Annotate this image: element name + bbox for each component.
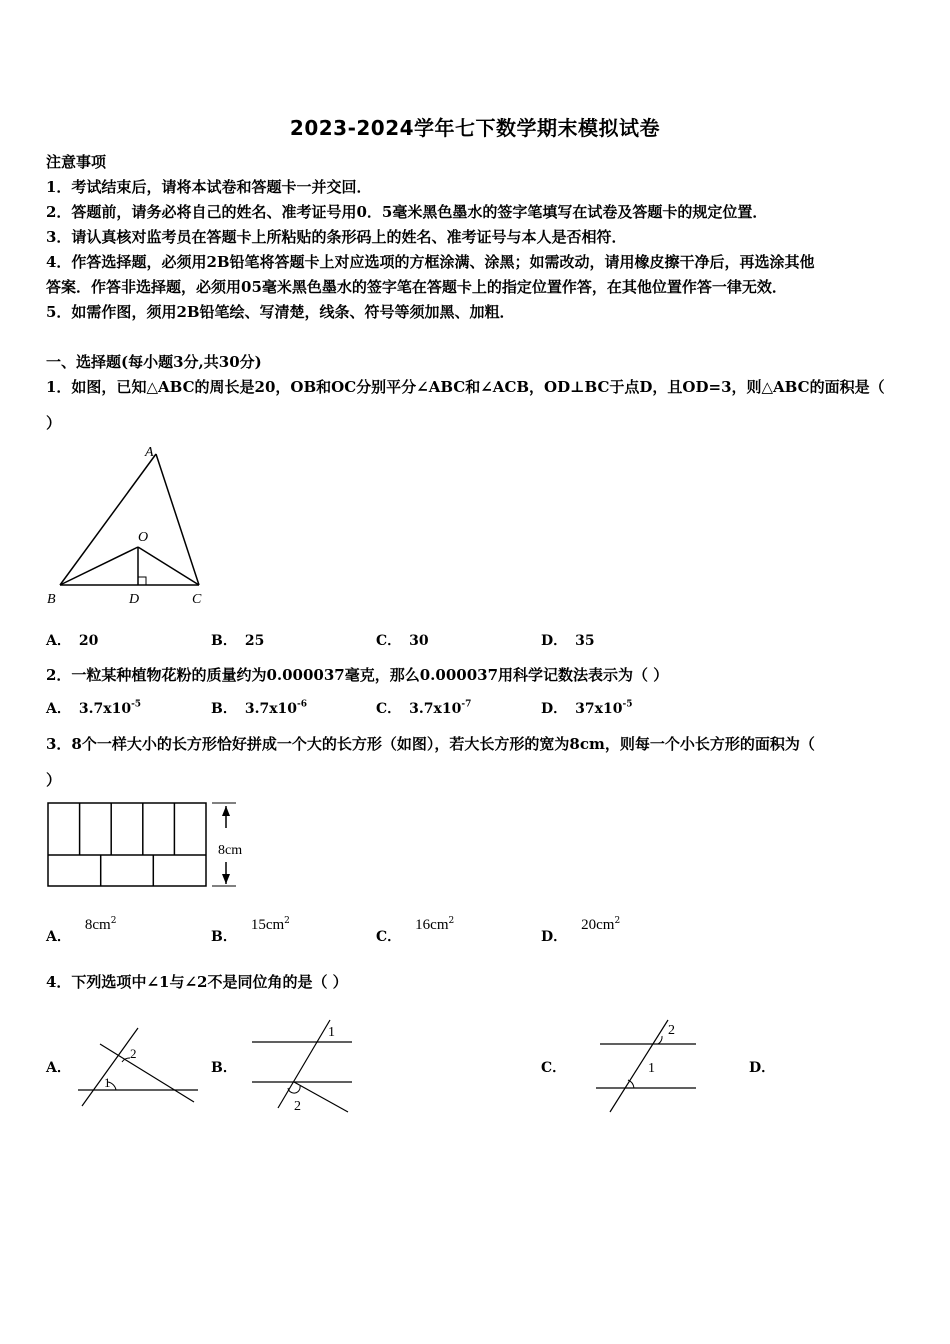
- q1-stem-end: ）: [46, 414, 62, 432]
- q4-option-c-letter: C．: [541, 1060, 567, 1076]
- q3-rectangle-figure: [46, 800, 266, 895]
- notice-item: 3．请认真核对监考员在答题卡上所粘贴的条形码上的姓名、准考证号与本人是否相符．: [46, 228, 627, 246]
- q2-option-c: C． $3.7x10^{-7}$: [376, 699, 472, 717]
- q3-stem: 3．8个一样大小的长方形恰好拼成一个大的长方形（如图），若大长方形的宽为8cm，则每一个小长方形的面积为（: [46, 735, 815, 753]
- notice-item: 1．考试结束后，请将本试卷和答题卡一并交回．: [46, 178, 372, 196]
- angle-label-1: 1: [648, 1061, 655, 1076]
- q4-option-d-letter: D．: [749, 1060, 776, 1076]
- section-heading: 一、选择题(每小题3分,共30分): [46, 353, 262, 371]
- q1-option-a: A． 20: [46, 633, 99, 649]
- width-label: 8cm: [218, 843, 243, 858]
- q3-option-b: B．$15cm^2$: [211, 915, 290, 945]
- q1-stem: 1．如图，已知△ABC的周长是20，OB和OC分别平分∠ABC和∠ACB，OD⊥BC于点D，且OD=3，则△ABC的面积是（: [46, 378, 885, 396]
- q1-triangle-figure: [44, 442, 204, 612]
- notice-item: 4．作答选择题，必须用2B铅笔将答题卡上对应选项的方框涂满、涂黑；如需改动，请用橡皮擦干净后，再选涂其他: [46, 253, 815, 271]
- q4-option-b-letter: B．: [211, 1060, 237, 1076]
- angle-label-2: 2: [294, 1099, 301, 1114]
- page-title: 2023-2024学年七下数学期末模拟试卷: [289, 116, 661, 140]
- vertex-label-d: D: [129, 592, 140, 607]
- q3-option-d: D．$20cm^2$: [541, 915, 621, 945]
- q3-stem-end: ）: [46, 771, 62, 789]
- q1-option-b: B． 25: [211, 633, 265, 649]
- vertex-label-b: B: [47, 592, 56, 607]
- q4-stem: 4．下列选项中∠1与∠2不是同位角的是（ ）: [46, 973, 348, 991]
- q4-option-b-figure: [248, 1018, 368, 1118]
- q1-option-c: C． 30: [376, 633, 429, 649]
- q4-option-a-letter: A．: [46, 1060, 71, 1076]
- vertex-label-c: C: [192, 592, 202, 607]
- q2-option-d: D． $37x10^{-5}$: [541, 699, 633, 717]
- angle-label-1: 1: [104, 1075, 111, 1090]
- angle-label-1: 1: [328, 1025, 335, 1040]
- q3-option-a: A．$8cm^2$: [46, 915, 117, 945]
- q2-stem: 2．一粒某种植物花粉的质量约为0.000037毫克，那么0.000037用科学记数法表示为（ ）: [46, 666, 669, 684]
- notice-heading: 注意事项: [46, 153, 107, 171]
- vertex-label-o: O: [138, 530, 149, 545]
- q2-option-a: A． $3.7x10^{-5}$: [46, 699, 142, 717]
- q2-option-b: B． $3.7x10^{-6}$: [211, 699, 308, 717]
- notice-item: 2．答题前，请务必将自己的姓名、准考证号用0．5毫米黑色墨水的签字笔填写在试卷及答题卡的规定位置．: [46, 203, 768, 221]
- vertex-label-a: A: [145, 445, 154, 460]
- q3-option-c: C．$16cm^2$: [376, 915, 455, 945]
- notice-item: 5．如需作图，须用2B铅笔绘、写清楚，线条、符号等须加黑、加粗．: [46, 303, 515, 321]
- angle-label-2: 2: [130, 1046, 137, 1061]
- notice-item: 答案．作答非选择题，必须用05毫米黑色墨水的签字笔在答题卡上的指定位置作答，在其他位置作答一律无效．: [46, 278, 787, 296]
- q4-option-a-figure: [72, 1022, 202, 1112]
- angle-label-2: 2: [668, 1023, 675, 1038]
- q1-option-d: D． 35: [541, 633, 595, 649]
- q4-option-c-figure: [592, 1016, 712, 1116]
